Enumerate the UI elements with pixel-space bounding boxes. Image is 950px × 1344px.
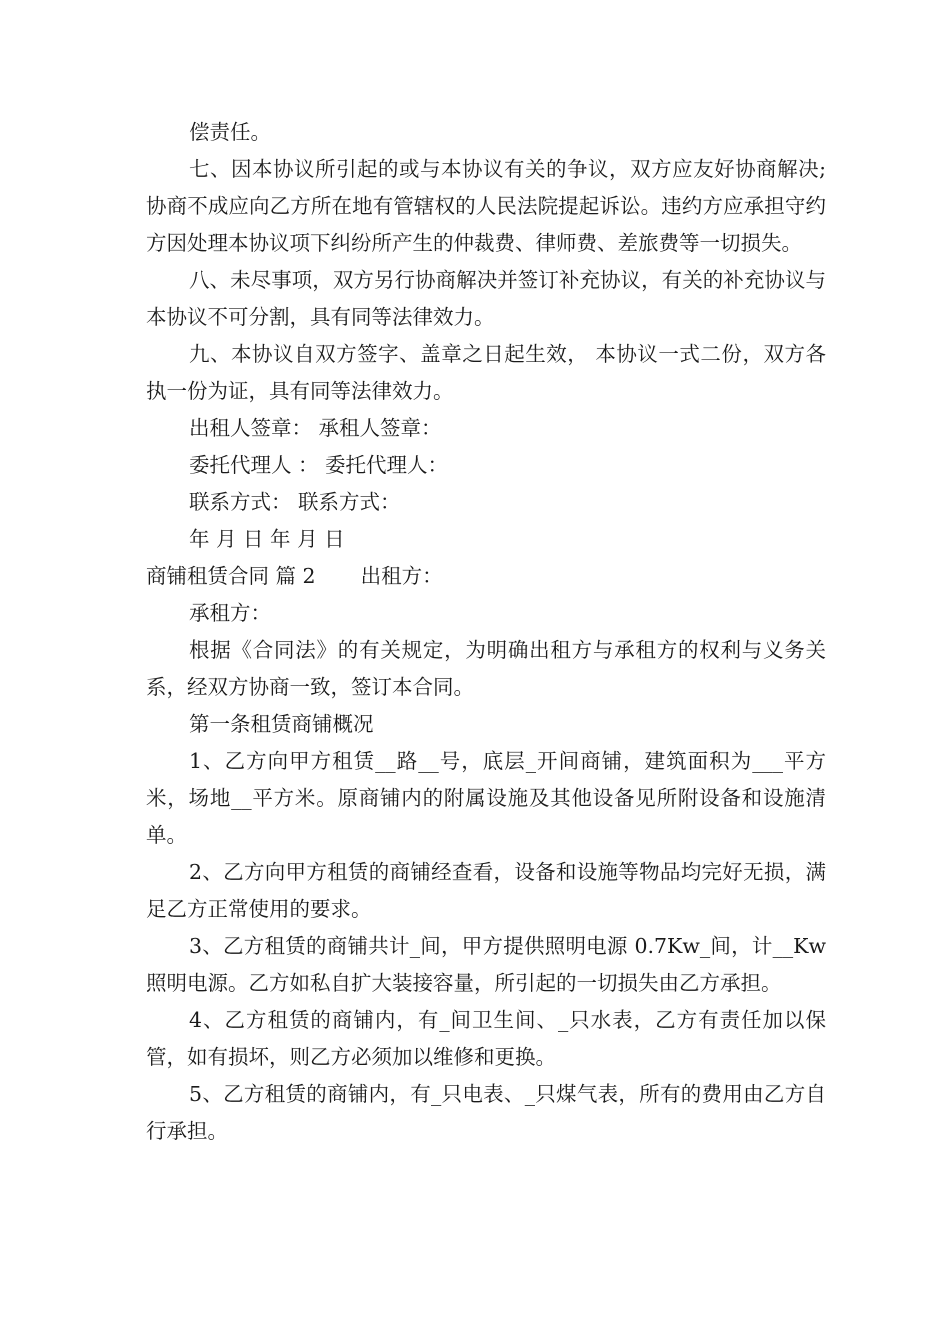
article-1-title: 第一条租赁商铺概况 (189, 712, 374, 736)
document-page (146, 114, 826, 1150)
article-1-item-4: 4、乙方租赁的商铺内，有_间卫生间、_只水表，乙方有责任加以保管，如有损坏，则乙方必须加以维修和更换。 (146, 1008, 826, 1069)
contact-line: 联系方式： 联系方式： (189, 490, 401, 514)
paragraph-clause-9: 九、本协议自双方签字、盖章之日起生效， 本协议一式二份，双方各执一份为证，具有同等法律效力。 (146, 342, 826, 403)
article-1-item-1: 1、乙方向甲方租赁__路__号，底层_开间商铺，建筑面积为___平方米，场地__平方米。原商铺内的附属设施及其他设备见所附设备和设施清单。 (146, 749, 826, 847)
lessee-label: 承租方： (189, 601, 271, 625)
article-1-item-3: 3、乙方租赁的商铺共计_间，甲方提供照明电源 0.7Kw_间，计__Kw 照明电源。乙方如私自扩大装接容量，所引起的一切损失由乙方承担。 (146, 934, 826, 995)
date-line: 年 月 日 年 月 日 (189, 527, 345, 551)
article-1-item-2: 2、乙方向甲方租赁的商铺经查看，设备和设施等物品均完好无损，满足乙方正常使用的要求。 (146, 860, 826, 921)
signature-line: 出租人签章： 承租人签章： (189, 416, 442, 440)
paragraph-clause-8: 八、未尽事项，双方另行协商解决并签订补充协议，有关的补充协议与本协议不可分割，具有同等法律效力。 (146, 268, 826, 329)
agent-line: 委托代理人 ： 委托代理人： (189, 453, 449, 477)
paragraph-clause-7: 七、因本协议所引起的或与本协议有关的争议，双方应友好协商解决;协商不成应向乙方所在地有管辖权的人民法院提起诉讼。违约方应承担守约方因处理本协议项下纠纷所产生的仲裁费、律师费、差旅费等一切损失。 (146, 157, 826, 255)
contract-2-heading (146, 558, 826, 595)
paragraph-liability-end: 偿责任。 (189, 120, 271, 144)
contract-2-title: 商铺租赁合同 篇 2 (146, 564, 316, 588)
paragraph-preamble: 根据《合同法》的有关规定，为明确出租方与承租方的权利与义务关系，经双方协商一致，签订本合同。 (146, 638, 826, 699)
lessor-label: 出租方： (360, 564, 443, 588)
heading-gap (316, 558, 361, 595)
article-1-item-5: 5、乙方租赁的商铺内，有_只电表、_只煤气表，所有的费用由乙方自行承担。 (146, 1082, 826, 1143)
